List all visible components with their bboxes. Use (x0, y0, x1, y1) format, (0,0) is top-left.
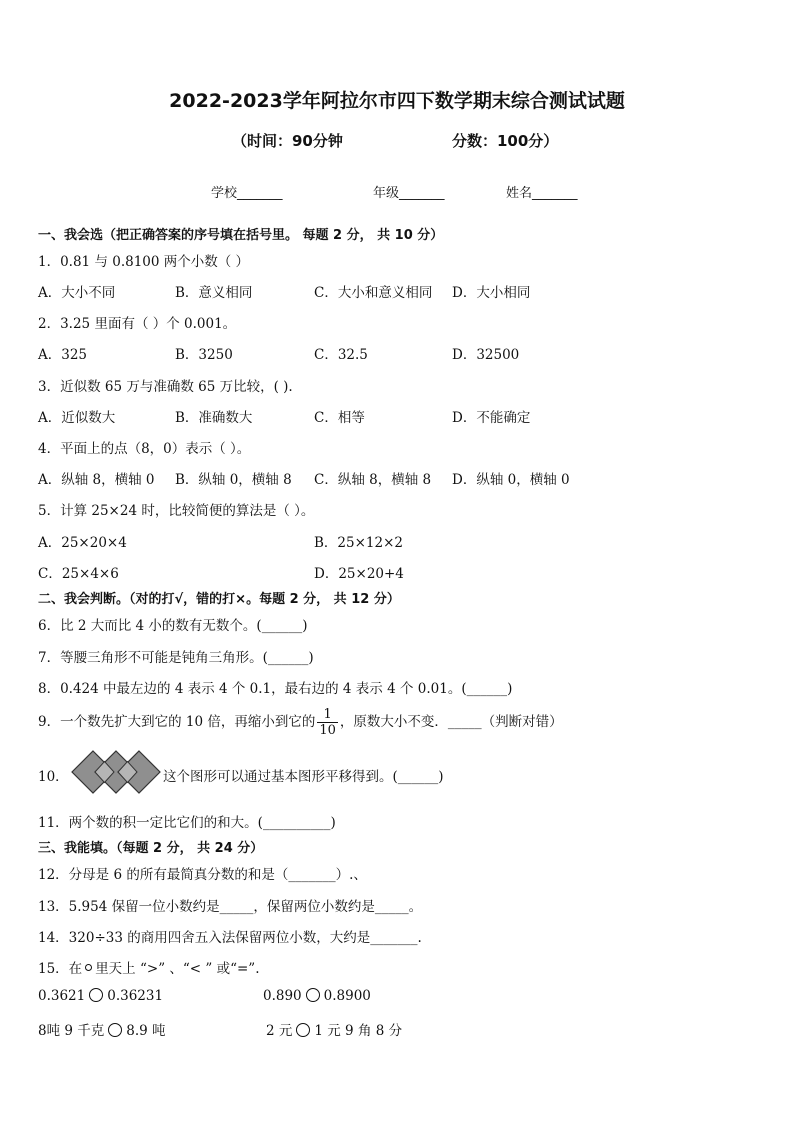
q1-option-a: A．大小不同 (38, 285, 116, 301)
q3-option-c: C．相等 (314, 410, 365, 426)
q9-text-after: ，原数大小不变．_____（判断对错） (339, 714, 563, 730)
q4-option-b: B．纵轴 0，横轴 8 (175, 472, 292, 488)
section-1-heading: 一、我会选（把正确答案的序号填在括号里。 每题 2 分， 共 10 分） (38, 228, 444, 243)
q9-fraction (317, 707, 338, 738)
compare-circle-4[interactable] (296, 1023, 310, 1037)
compare-4-left-value: 2 元 (266, 1023, 293, 1039)
q1-option-c: C．大小和意义相同 (314, 285, 433, 301)
question-8: 8．0.424 中最左边的 4 表示 4 个 0.1，最右边的 4 表示 4 个 0.01。(______) (38, 681, 513, 697)
compare-row-2-left (38, 1019, 166, 1039)
q15-text-after: 里天上 “>” 、“< ” 或“=”. (95, 961, 260, 977)
compare-row-2-right (266, 1019, 402, 1039)
q2-option-a: A．325 (38, 347, 88, 363)
circle-icon (85, 964, 92, 971)
question-12: 12．分母是 6 的所有最简真分数的和是（_______）.、 (38, 867, 367, 883)
compare-row-1-right (263, 988, 371, 1004)
question-3: 3．近似数 65 万与准确数 65 万比较，( ). (38, 379, 293, 395)
q3-option-a: A．近似数大 (38, 410, 116, 426)
q4-option-a: A．纵轴 8，横轴 0 (38, 472, 155, 488)
q1-option-d: D．大小相同 (452, 285, 531, 301)
diamond-pattern-figure (70, 749, 162, 795)
grade-field: 年级_______ (373, 186, 445, 201)
q1-option-b: B．意义相同 (175, 285, 253, 301)
q9-numerator: 1 (317, 707, 338, 723)
section-3-heading: 三、我能填。（每题 2 分， 共 24 分） (38, 841, 264, 856)
q9-text-before: 9．一个数先扩大到它的 10 倍，再缩小到它的 (38, 714, 316, 730)
question-11: 11．两个数的积一定比它们的和大。(__________) (38, 815, 336, 831)
question-10-number: 10． (38, 769, 69, 785)
q4-option-c: C．纵轴 8，横轴 8 (314, 472, 432, 488)
q3-option-b: B．准确数大 (175, 410, 253, 426)
exam-score: 分数：100分） (452, 132, 559, 150)
q2-option-b: B．3250 (175, 347, 233, 363)
question-13: 13．5.954 保留一位小数约是_____，保留两位小数约是_____。 (38, 899, 423, 915)
school-field: 学校_______ (211, 186, 283, 201)
q5-option-b: B．25×12×2 (314, 535, 403, 551)
q2-option-c: C．32.5 (314, 347, 368, 363)
q4-option-d: D．纵轴 0，横轴 0 (452, 472, 570, 488)
question-6: 6．比 2 大而比 4 小的数有无数个。(______) (38, 618, 308, 634)
compare-circle-1[interactable] (89, 988, 103, 1002)
compare-4-right-value: 1 元 9 角 8 分 (314, 1023, 403, 1039)
exam-time: （时间：90分钟 (232, 132, 343, 150)
q5-option-d: D．25×20+4 (314, 566, 404, 582)
q2-option-d: D．32500 (452, 347, 520, 363)
question-7: 7．等腰三角形不可能是钝角三角形。(______) (38, 650, 314, 666)
compare-3-right-value: 8.9 吨 (126, 1023, 166, 1039)
question-10-text: 这个图形可以通过基本图形平移得到。(______) (163, 769, 444, 785)
question-15 (38, 957, 260, 977)
compare-3-left-value: 8吨 9 千克 (38, 1023, 105, 1039)
q15-text-before: 15．在 (38, 961, 83, 977)
compare-2-right-value: 0.8900 (323, 988, 371, 1004)
compare-1-left-value: 0.3621 (38, 988, 86, 1004)
q5-option-a: A．25×20×4 (38, 535, 127, 551)
compare-1-right-value: 0.36231 (107, 988, 164, 1004)
question-9 (38, 707, 563, 738)
compare-row-1-left (38, 988, 163, 1004)
question-4: 4．平面上的点（8，0）表示（ ）。 (38, 441, 251, 457)
page-title: 2022-2023学年阿拉尔市四下数学期末综合测试试题 (169, 90, 625, 112)
question-5: 5．计算 25×24 时，比较简便的算法是（ ）。 (38, 503, 315, 519)
compare-circle-3[interactable] (108, 1023, 122, 1037)
q9-denominator: 10 (319, 723, 336, 738)
q3-option-d: D．不能确定 (452, 410, 531, 426)
question-14: 14．320÷33 的商用四舍五入法保留两位小数，大约是_______. (38, 930, 422, 946)
compare-circle-2[interactable] (306, 988, 320, 1002)
q5-option-c: C．25×4×6 (38, 566, 119, 582)
section-2-heading: 二、我会判断。（对的打√，错的打×。每题 2 分， 共 12 分） (38, 592, 400, 607)
name-field: 姓名_______ (506, 186, 578, 201)
question-2: 2．3.25 里面有（ ）个 0.001。 (38, 316, 237, 332)
compare-2-left-value: 0.890 (263, 988, 302, 1004)
question-1: 1．0.81 与 0.8100 两个小数（ ） (38, 254, 250, 270)
